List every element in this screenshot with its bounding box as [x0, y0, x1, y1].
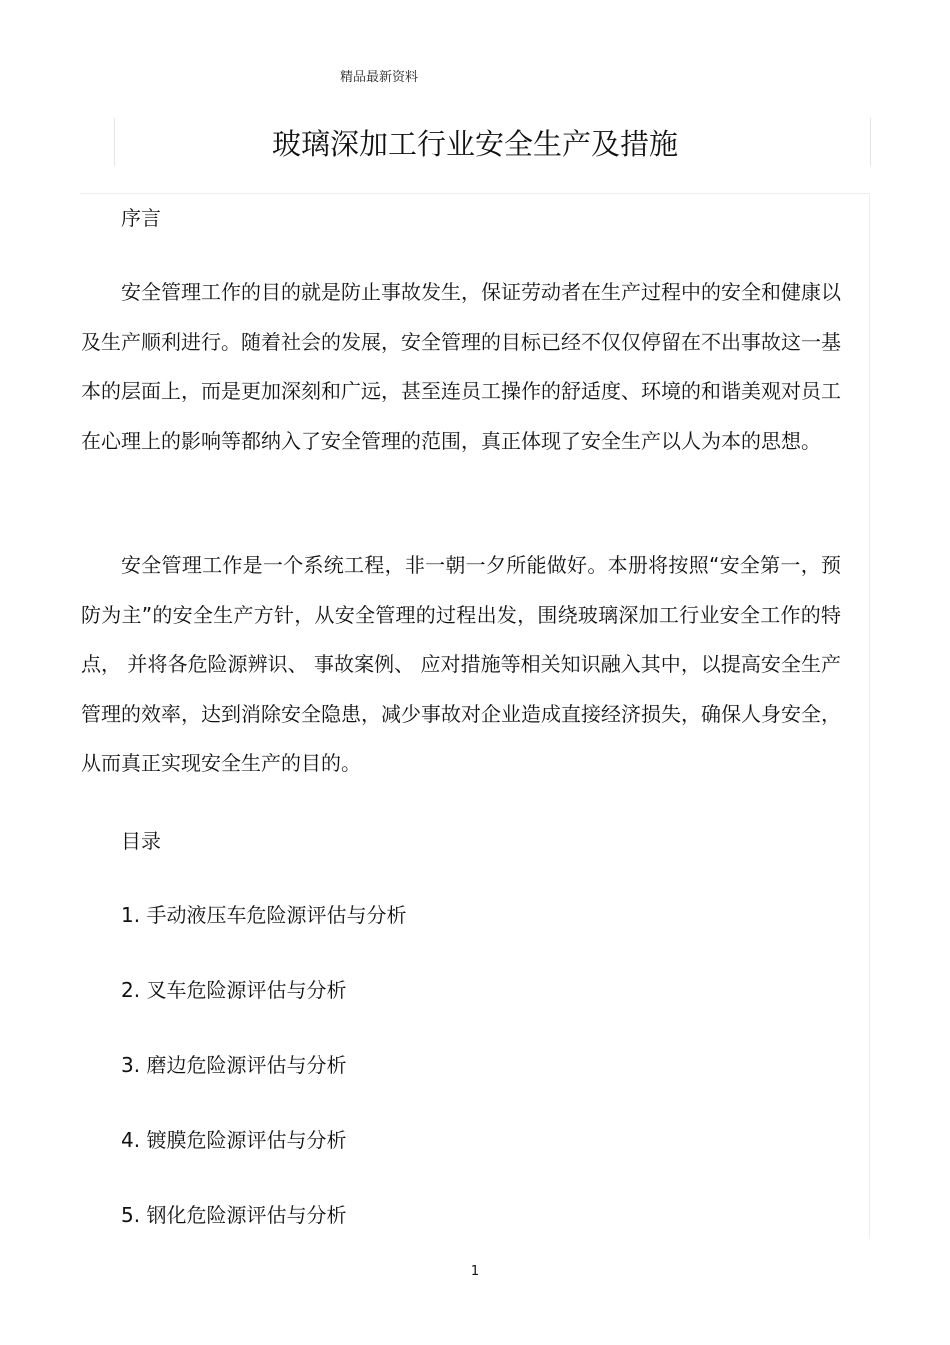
preface-heading: 序言: [121, 206, 161, 230]
toc-heading: 目录: [121, 829, 161, 853]
page-number: 1: [470, 1264, 480, 1279]
preface-paragraph-1: 安全管理工作的目的就是防止事故发生，保证劳动者在生产过程中的安全和健康以及生产顺利进行。随着社会的发展，安全管理的目标已经不仅仅停留在不出事故这一基本的层面上，而是更加深刻和广远，甚至连员工操作的舒适度、环境的和谐美观对员工在心理上的影响等都纳入了安全管理的范围，真正体现了安全生产以人为本的思想。: [81, 280, 841, 453]
toc-item-1: 1. 手动液压车危险源评估与分析: [121, 903, 407, 927]
toc-item-5: 5. 钢化危险源评估与分析: [121, 1203, 347, 1227]
toc-item-4: 4. 镀膜危险源评估与分析: [121, 1128, 347, 1152]
preface-paragraph-2: 安全管理工作是一个系统工程，非一朝一夕所能做好。本册将按照“安全第一，预防为主”的安全生产方针，从安全管理的过程出发，围绕玻璃深加工行业安全工作的特点， 并将各危险源辨识、 事故案例、 应对措施等相关知识融入其中，以提高安全生产管理的效率，达到消除安全隐患，减少事故对企业造成直接经济损失，确保人身安全，从而真正实现安全生产的目的。: [81, 553, 841, 775]
header-note: 精品最新资料: [340, 70, 419, 85]
toc-item-2: 2. 叉车危险源评估与分析: [121, 978, 347, 1002]
document-title: 玻璃深加工行业安全生产及措施: [271, 127, 678, 161]
toc-item-3: 3. 磨边危险源评估与分析: [121, 1053, 347, 1077]
